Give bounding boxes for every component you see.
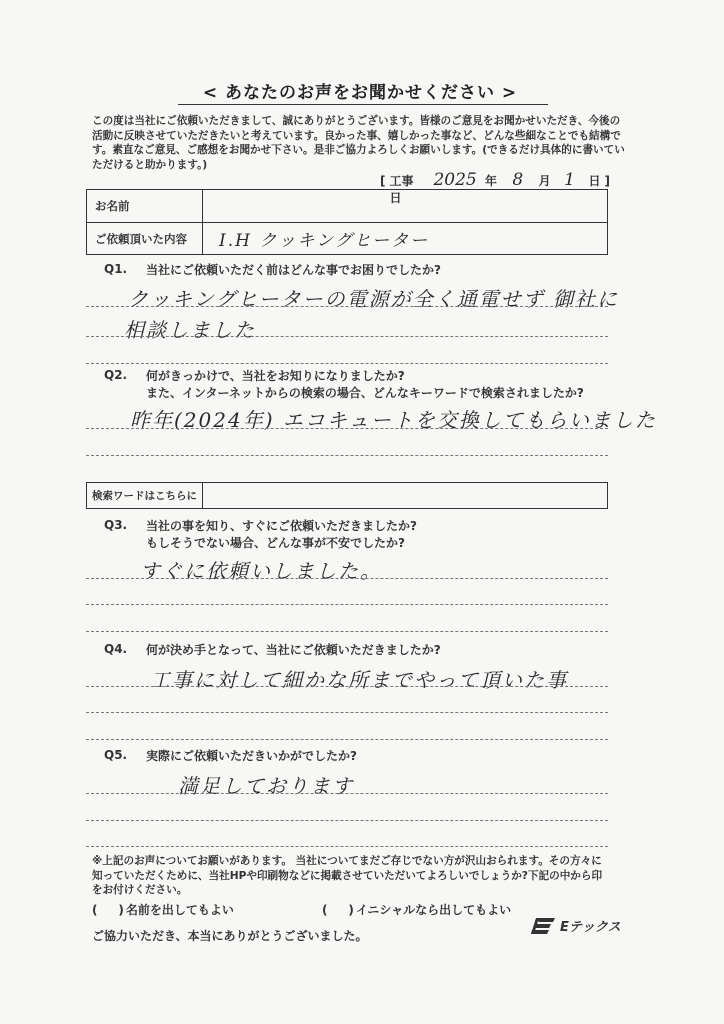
q5-answer-line[interactable]: 満足しております [178,774,354,798]
work-date-close: ] [604,174,610,188]
q2-label: Q2. [104,368,128,382]
name-field[interactable] [203,190,607,222]
answer-line [86,428,608,429]
q1-text-line: 当社にご依頼いただく前はどんな事でお困りでしたか? [146,263,441,277]
request-row [87,223,607,254]
work-date-month-unit: 月 [538,174,551,188]
option-initial-checkbox[interactable]: ( ) [322,903,354,917]
option-initial-label: イニシャルなら出してもよい [355,903,512,917]
answer-line [86,712,608,713]
company-logo-mark-icon [530,917,556,935]
search-word-field[interactable] [203,483,607,508]
intro-text: この度は当社にご依頼いただきまして、誠にありがとうございます。皆様のご意見をお聞かせいただき、今後の活動に反映させていただきたいと考えています。良かった事、嬉しかった事など、どんな些細なことでも結構です。素直なご意見、ご感想をお聞かせ下さい。是非ご協力よろしくお願いします。(できるだけ具体的に書いていただけると助かります。) [92,115,625,171]
q5-text-line: 実際にご依頼いただきいかがでしたか? [146,749,357,763]
option-initial-ok[interactable] [322,903,511,918]
name-row [87,190,607,223]
name-label: お名前 [87,190,203,222]
option-name-checkbox[interactable]: ( ) [92,903,124,917]
company-logo-text: Eテックス [560,920,621,935]
q2-text-line: また、インターネットからの検索の場合、どんなキーワードで検索されましたか? [146,386,584,400]
q3-label: Q3. [104,518,128,532]
work-date-day[interactable]: 1 [564,170,575,190]
q1-answer-line[interactable]: クッキングヒーターの電源が全く通電せず 御社に [128,287,619,311]
q1-answer-line[interactable]: 相談しました [124,318,256,342]
work-date-label: 工事日 [389,174,414,205]
q3-text [146,518,616,552]
work-date-month[interactable]: 8 [512,170,524,190]
answer-line [86,455,608,456]
search-word-box [86,482,608,509]
work-date-open: [ [380,174,386,188]
answer-line [86,686,608,687]
request-field[interactable]: I.H クッキングヒーター [219,231,430,251]
q2-text [146,368,616,402]
q5-text [146,748,616,765]
q3-text-line: もしそうでない場合、どんな事が不安でしたか? [146,536,405,550]
answer-line [86,739,608,740]
answer-line [86,578,608,579]
info-table [86,189,608,255]
option-name-ok[interactable] [92,903,234,918]
work-date-day-unit: 日 [588,174,601,188]
answer-line [86,631,608,632]
answer-line [86,846,608,847]
q1-label: Q1. [104,262,128,276]
q4-text-line: 何が決め手となって、当社にご依頼いただきましたか? [146,643,441,657]
answer-line [86,306,608,307]
thanks-text: ご協力いただき、本当にありがとうございました。 [92,929,368,943]
q3-answer-line[interactable]: すぐに依頼いしました。 [140,559,382,583]
page-title: < あなたのお声をお聞かせください > [202,83,518,103]
request-label: ご依頼頂いた内容 [87,223,203,254]
search-word-label: 検索ワードはこちらに [87,483,203,508]
q2-text-line: 何がきっかけで、当社をお知りになりましたか? [146,369,405,383]
q3-text-line: 当社の事を知り、すぐにご依頼いただきましたか? [146,519,417,533]
answer-line [86,820,608,821]
q1-text [146,262,616,279]
q4-answer-line[interactable]: 工事に対して細かな所までやって頂いた事 [150,668,568,692]
answer-line [86,793,608,794]
answer-line [86,604,608,605]
work-date-year-unit: 年 [484,174,497,188]
title-underline [178,104,548,105]
consent-note: ※上記のお声についてお願いがあります。 当社についてまだご存じでない方が沢山おられます。その方々に知っていただくために、当社HPや印刷物などに掲載させていただいてよろしいでしょうか?下記の中から印をお付けください。 [92,855,603,896]
work-date-year[interactable]: 2025 [433,170,477,190]
option-name-label: 名前を出してもよい [125,903,234,917]
answer-line [86,336,608,337]
company-logo [530,916,621,935]
q5-label: Q5. [104,748,128,762]
q2-answer-line[interactable]: 昨年(2024年) エコキュートを交換してもらいました [130,408,657,432]
answer-line [86,363,608,364]
q4-text [146,642,616,659]
q4-label: Q4. [104,642,128,656]
